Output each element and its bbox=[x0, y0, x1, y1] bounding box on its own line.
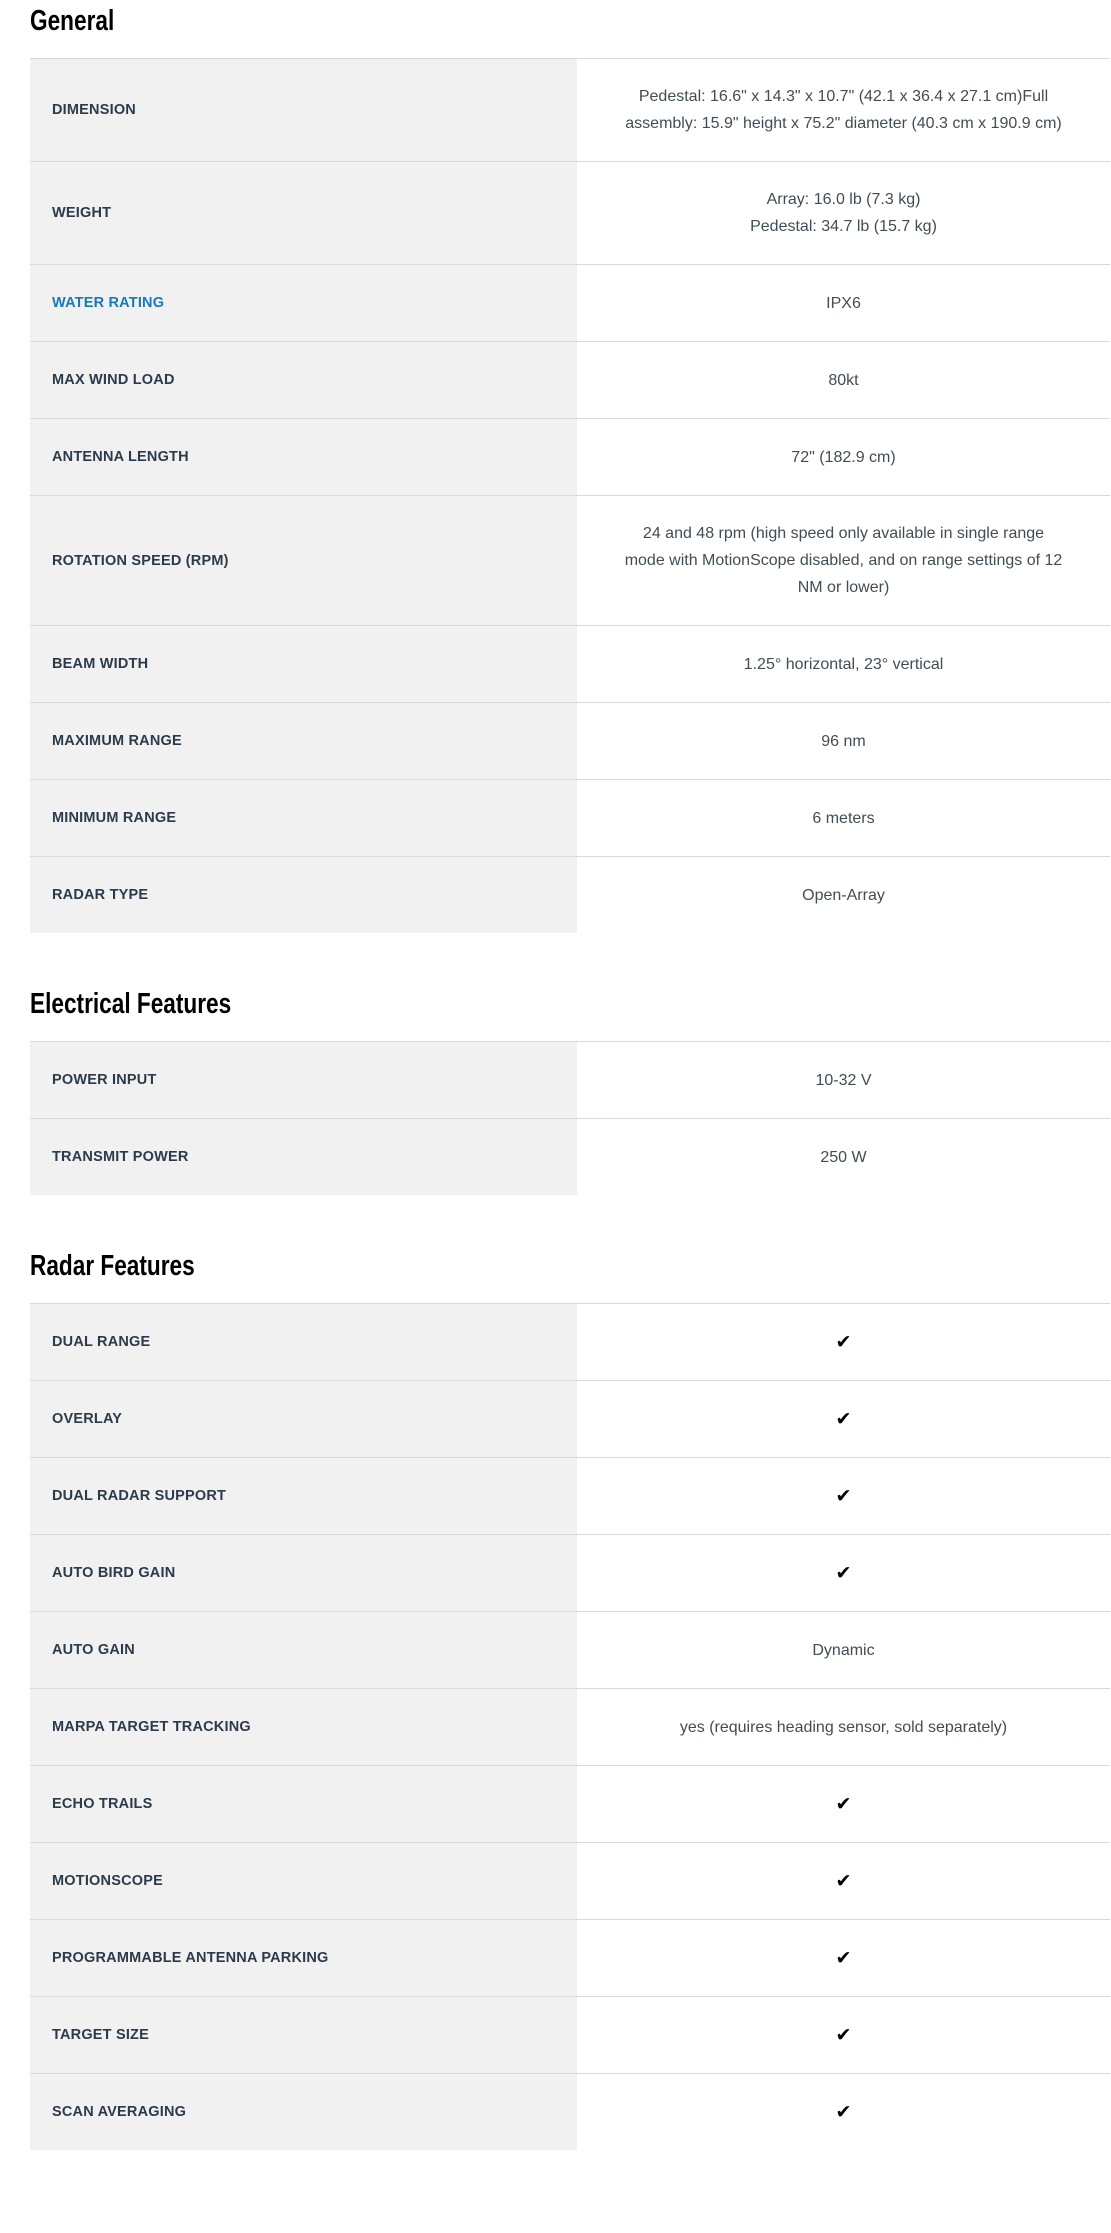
check-icon: ✔ bbox=[835, 1484, 852, 1507]
check-icon: ✔ bbox=[835, 1946, 852, 1969]
spec-label: MOTIONSCOPE bbox=[52, 1873, 163, 1889]
spec-label-cell bbox=[30, 857, 577, 933]
spec-label: WEIGHT bbox=[52, 205, 112, 221]
spec-label: MARPA TARGET TRACKING bbox=[52, 1719, 251, 1735]
spec-table bbox=[30, 58, 1110, 933]
spec-row bbox=[30, 2074, 1110, 2150]
check-icon: ✔ bbox=[835, 1561, 852, 1584]
spec-value-cell bbox=[577, 59, 1110, 161]
spec-row bbox=[30, 1689, 1110, 1766]
spec-value: yes (requires heading sensor, sold separately) bbox=[679, 1718, 1008, 1736]
spec-label-cell bbox=[30, 1042, 577, 1118]
spec-value: 10-32 V bbox=[815, 1071, 872, 1089]
spec-value-cell bbox=[577, 1689, 1110, 1765]
spec-row bbox=[30, 1119, 1110, 1195]
spec-row bbox=[30, 1612, 1110, 1689]
spec-value: Open-Array bbox=[802, 886, 885, 904]
spec-label-cell bbox=[30, 1381, 577, 1457]
spec-table bbox=[30, 1041, 1110, 1195]
water-rating-link[interactable]: WATER RATING bbox=[52, 295, 165, 311]
spec-label: ANTENNA LENGTH bbox=[52, 449, 189, 465]
spec-value-cell bbox=[577, 1766, 1110, 1842]
section-title: Radar Features bbox=[30, 1250, 195, 1282]
spec-label-cell bbox=[30, 1843, 577, 1919]
spec-label-cell bbox=[30, 59, 577, 161]
spec-value-cell bbox=[577, 857, 1110, 933]
spec-value-cell bbox=[577, 1381, 1110, 1457]
spec-value: 24 and 48 rpm (high speed only available in single range mode with MotionScope disabled, and on range settings of 12 NM or lower) bbox=[624, 525, 1063, 596]
spec-label-cell bbox=[30, 496, 577, 625]
check-icon: ✔ bbox=[835, 1330, 852, 1353]
spec-row bbox=[30, 1458, 1110, 1535]
spec-label: TRANSMIT POWER bbox=[52, 1149, 189, 1165]
spec-section bbox=[30, 4, 1079, 933]
spec-value-cell bbox=[577, 1304, 1110, 1380]
spec-label-cell bbox=[30, 162, 577, 264]
spec-label: PROGRAMMABLE ANTENNA PARKING bbox=[52, 1950, 329, 1966]
spec-value: 72" (182.9 cm) bbox=[791, 448, 896, 466]
spec-row bbox=[30, 1304, 1110, 1381]
spec-value-cell bbox=[577, 626, 1110, 702]
spec-row bbox=[30, 496, 1110, 626]
spec-value-line: Pedestal: 34.7 lb (15.7 kg) bbox=[750, 218, 937, 235]
spec-value-cell bbox=[577, 1119, 1110, 1195]
spec-label: DIMENSION bbox=[52, 102, 136, 118]
spec-value-cell bbox=[577, 1042, 1110, 1118]
section-title: Electrical Features bbox=[30, 988, 232, 1020]
spec-label-cell bbox=[30, 2074, 577, 2150]
spec-label-cell bbox=[30, 1612, 577, 1688]
spec-label: POWER INPUT bbox=[52, 1072, 157, 1088]
spec-value-cell bbox=[577, 1458, 1110, 1534]
spec-value-cell bbox=[577, 265, 1110, 341]
spec-value-cell bbox=[577, 1843, 1110, 1919]
spec-row bbox=[30, 857, 1110, 933]
spec-label: BEAM WIDTH bbox=[52, 656, 149, 672]
spec-row bbox=[30, 1766, 1110, 1843]
check-icon: ✔ bbox=[835, 1407, 852, 1430]
spec-row bbox=[30, 1042, 1110, 1119]
spec-label-cell bbox=[30, 1535, 577, 1611]
spec-label: ROTATION SPEED (RPM) bbox=[52, 552, 229, 569]
spec-section bbox=[30, 987, 1079, 1195]
spec-value-cell bbox=[577, 2074, 1110, 2150]
spec-label: MINIMUM RANGE bbox=[52, 810, 177, 826]
spec-row bbox=[30, 419, 1110, 496]
spec-label: ECHO TRAILS bbox=[52, 1796, 153, 1812]
spec-row bbox=[30, 626, 1110, 703]
spec-row bbox=[30, 162, 1110, 265]
spec-label-cell bbox=[30, 419, 577, 495]
spec-label-cell bbox=[30, 703, 577, 779]
spec-value-cell bbox=[577, 162, 1110, 264]
spec-value-line: Array: 16.0 lb (7.3 kg) bbox=[766, 191, 921, 208]
spec-value: Dynamic bbox=[812, 1641, 875, 1659]
spec-row bbox=[30, 1843, 1110, 1920]
spec-value-cell bbox=[577, 496, 1110, 625]
check-icon: ✔ bbox=[835, 1792, 852, 1815]
spec-row bbox=[30, 703, 1110, 780]
spec-label: OVERLAY bbox=[52, 1411, 123, 1427]
spec-value-cell bbox=[577, 780, 1110, 856]
spec-value-cell bbox=[577, 703, 1110, 779]
spec-label: DUAL RANGE bbox=[52, 1334, 151, 1350]
check-icon: ✔ bbox=[835, 2023, 852, 2046]
spec-section bbox=[30, 1249, 1079, 2150]
spec-label: AUTO BIRD GAIN bbox=[52, 1565, 176, 1581]
spec-row bbox=[30, 1535, 1110, 1612]
spec-row bbox=[30, 59, 1110, 162]
spec-label: TARGET SIZE bbox=[52, 2027, 149, 2043]
spec-label: MAXIMUM RANGE bbox=[52, 733, 182, 749]
spec-label-cell bbox=[30, 1689, 577, 1765]
check-icon: ✔ bbox=[835, 1869, 852, 1892]
spec-label: DUAL RADAR SUPPORT bbox=[52, 1488, 227, 1504]
spec-value: 96 nm bbox=[821, 732, 866, 750]
spec-label-cell bbox=[30, 780, 577, 856]
spec-value: IPX6 bbox=[826, 294, 861, 312]
spec-label-cell bbox=[30, 1766, 577, 1842]
spec-row bbox=[30, 1997, 1110, 2074]
spec-row bbox=[30, 342, 1110, 419]
spec-row bbox=[30, 1920, 1110, 1997]
spec-label-cell bbox=[30, 1920, 577, 1996]
spec-label-cell bbox=[30, 265, 577, 341]
spec-value-cell bbox=[577, 342, 1110, 418]
spec-value: 80kt bbox=[828, 371, 859, 389]
spec-label-cell bbox=[30, 626, 577, 702]
spec-label: AUTO GAIN bbox=[52, 1642, 135, 1658]
spec-label-cell bbox=[30, 1119, 577, 1195]
spec-label-cell bbox=[30, 1997, 577, 2073]
spec-value: 6 meters bbox=[812, 809, 875, 827]
spec-value: 1.25° horizontal, 23° vertical bbox=[743, 655, 944, 673]
spec-label-cell bbox=[30, 342, 577, 418]
spec-value-cell bbox=[577, 1535, 1110, 1611]
spec-label: MAX WIND LOAD bbox=[52, 372, 175, 388]
spec-row bbox=[30, 780, 1110, 857]
spec-value-cell bbox=[577, 419, 1110, 495]
spec-value: 250 W bbox=[820, 1148, 867, 1166]
spec-label-cell bbox=[30, 1304, 577, 1380]
spec-row bbox=[30, 1381, 1110, 1458]
check-icon: ✔ bbox=[835, 2100, 852, 2123]
spec-row bbox=[30, 265, 1110, 342]
spec-table bbox=[30, 1303, 1110, 2150]
spec-label: RADAR TYPE bbox=[52, 887, 149, 903]
spec-label-cell bbox=[30, 1458, 577, 1534]
section-title: General bbox=[30, 5, 115, 37]
spec-value-cell bbox=[577, 1997, 1110, 2073]
spec-label: SCAN AVERAGING bbox=[52, 2104, 187, 2120]
spec-value-cell bbox=[577, 1612, 1110, 1688]
spec-value-cell bbox=[577, 1920, 1110, 1996]
spec-value: Pedestal: 16.6" x 14.3" x 10.7" (42.1 x 36.4 x 27.1 cm)Full assembly: 15.9" height x 75.2" diameter (40.3 cm x 190.9 cm) bbox=[625, 88, 1062, 132]
